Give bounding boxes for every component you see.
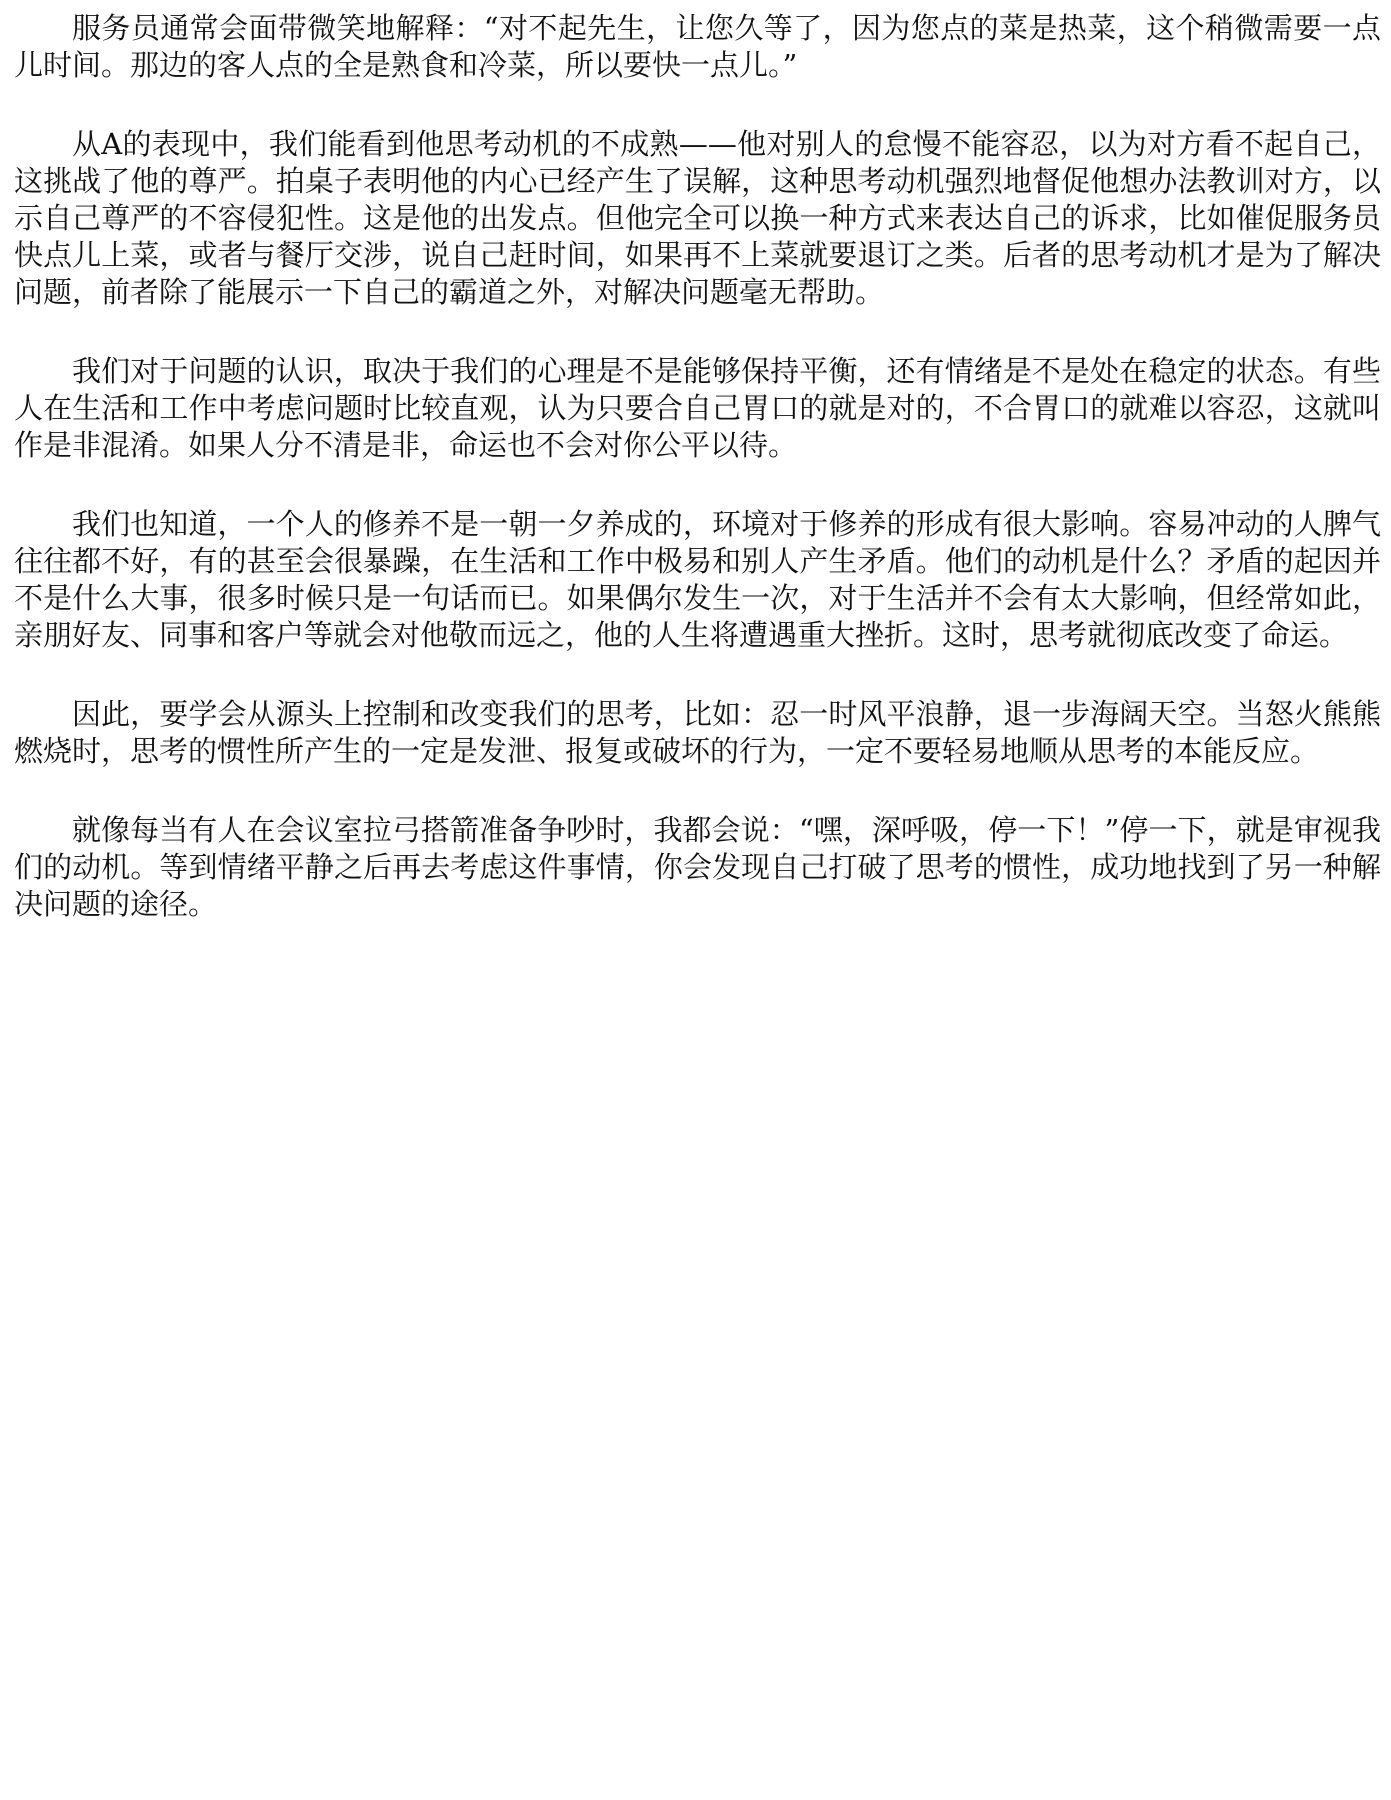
document-page [14, 10, 1381, 965]
paragraph-1: 服务员通常会面带微笑地解释：“对不起先生，让您久等了，因为您点的菜是热菜，这个稍微需要一点儿时间。那边的客人点的全是熟食和冷菜，所以要快一点儿。” [14, 11, 1381, 82]
paragraph-5: 因此，要学会从源头上控制和改变我们的思考，比如：忍一时风平浪静，退一步海阔天空。当怒火熊熊燃烧时，思考的惯性所产生的一定是发泄、报复或破坏的行为，一定不要轻易地顺从思考的本能反应。 [14, 697, 1381, 768]
paragraph-3: 我们对于问题的认识，取决于我们的心理是不是能够保持平衡，还有情绪是不是处在稳定的状态。有些人在生活和工作中考虑问题时比较直观，认为只要合自己胃口的就是对的，不合胃口的就难以容忍，这就叫作是非混淆。如果人分不清是非，命运也不会对你公平以待。 [14, 354, 1381, 462]
paragraph-2: 从A的表现中，我们能看到他思考动机的不成熟——他对别人的怠慢不能容忍，以为对方看不起自己，这挑战了他的尊严。拍桌子表明他的内心已经产生了误解，这种思考动机强烈地督促他想办法教训对方，以示自己尊严的不容侵犯性。这是他的出发点。但他完全可以换一种方式来表达自己的诉求，比如催促服务员快点儿上菜，或者与餐厅交涉，说自己赶时间，如果再不上菜就要退订之类。后者的思考动机才是为了解决问题，前者除了能展示一下自己的霸道之外，对解决问题毫无帮助。 [14, 127, 1381, 309]
paragraph-4: 我们也知道，一个人的修养不是一朝一夕养成的，环境对于修养的形成有很大影响。容易冲动的人脾气往往都不好，有的甚至会很暴躁，在生活和工作中极易和别人产生矛盾。他们的动机是什么？矛盾的起因并不是什么大事，很多时候只是一句话而已。如果偶尔发生一次，对于生活并不会有太大影响，但经常如此，亲朋好友、同事和客户等就会对他敬而远之，他的人生将遭遇重大挫折。这时，思考就彻底改变了命运。 [14, 507, 1381, 652]
paragraph-6: 就像每当有人在会议室拉弓搭箭准备争吵时，我都会说：“嘿，深呼吸，停一下！”停一下，就是审视我们的动机。等到情绪平静之后再去考虑这件事情，你会发现自己打破了思考的惯性，成功地找到了另一种解决问题的途径。 [14, 813, 1381, 921]
